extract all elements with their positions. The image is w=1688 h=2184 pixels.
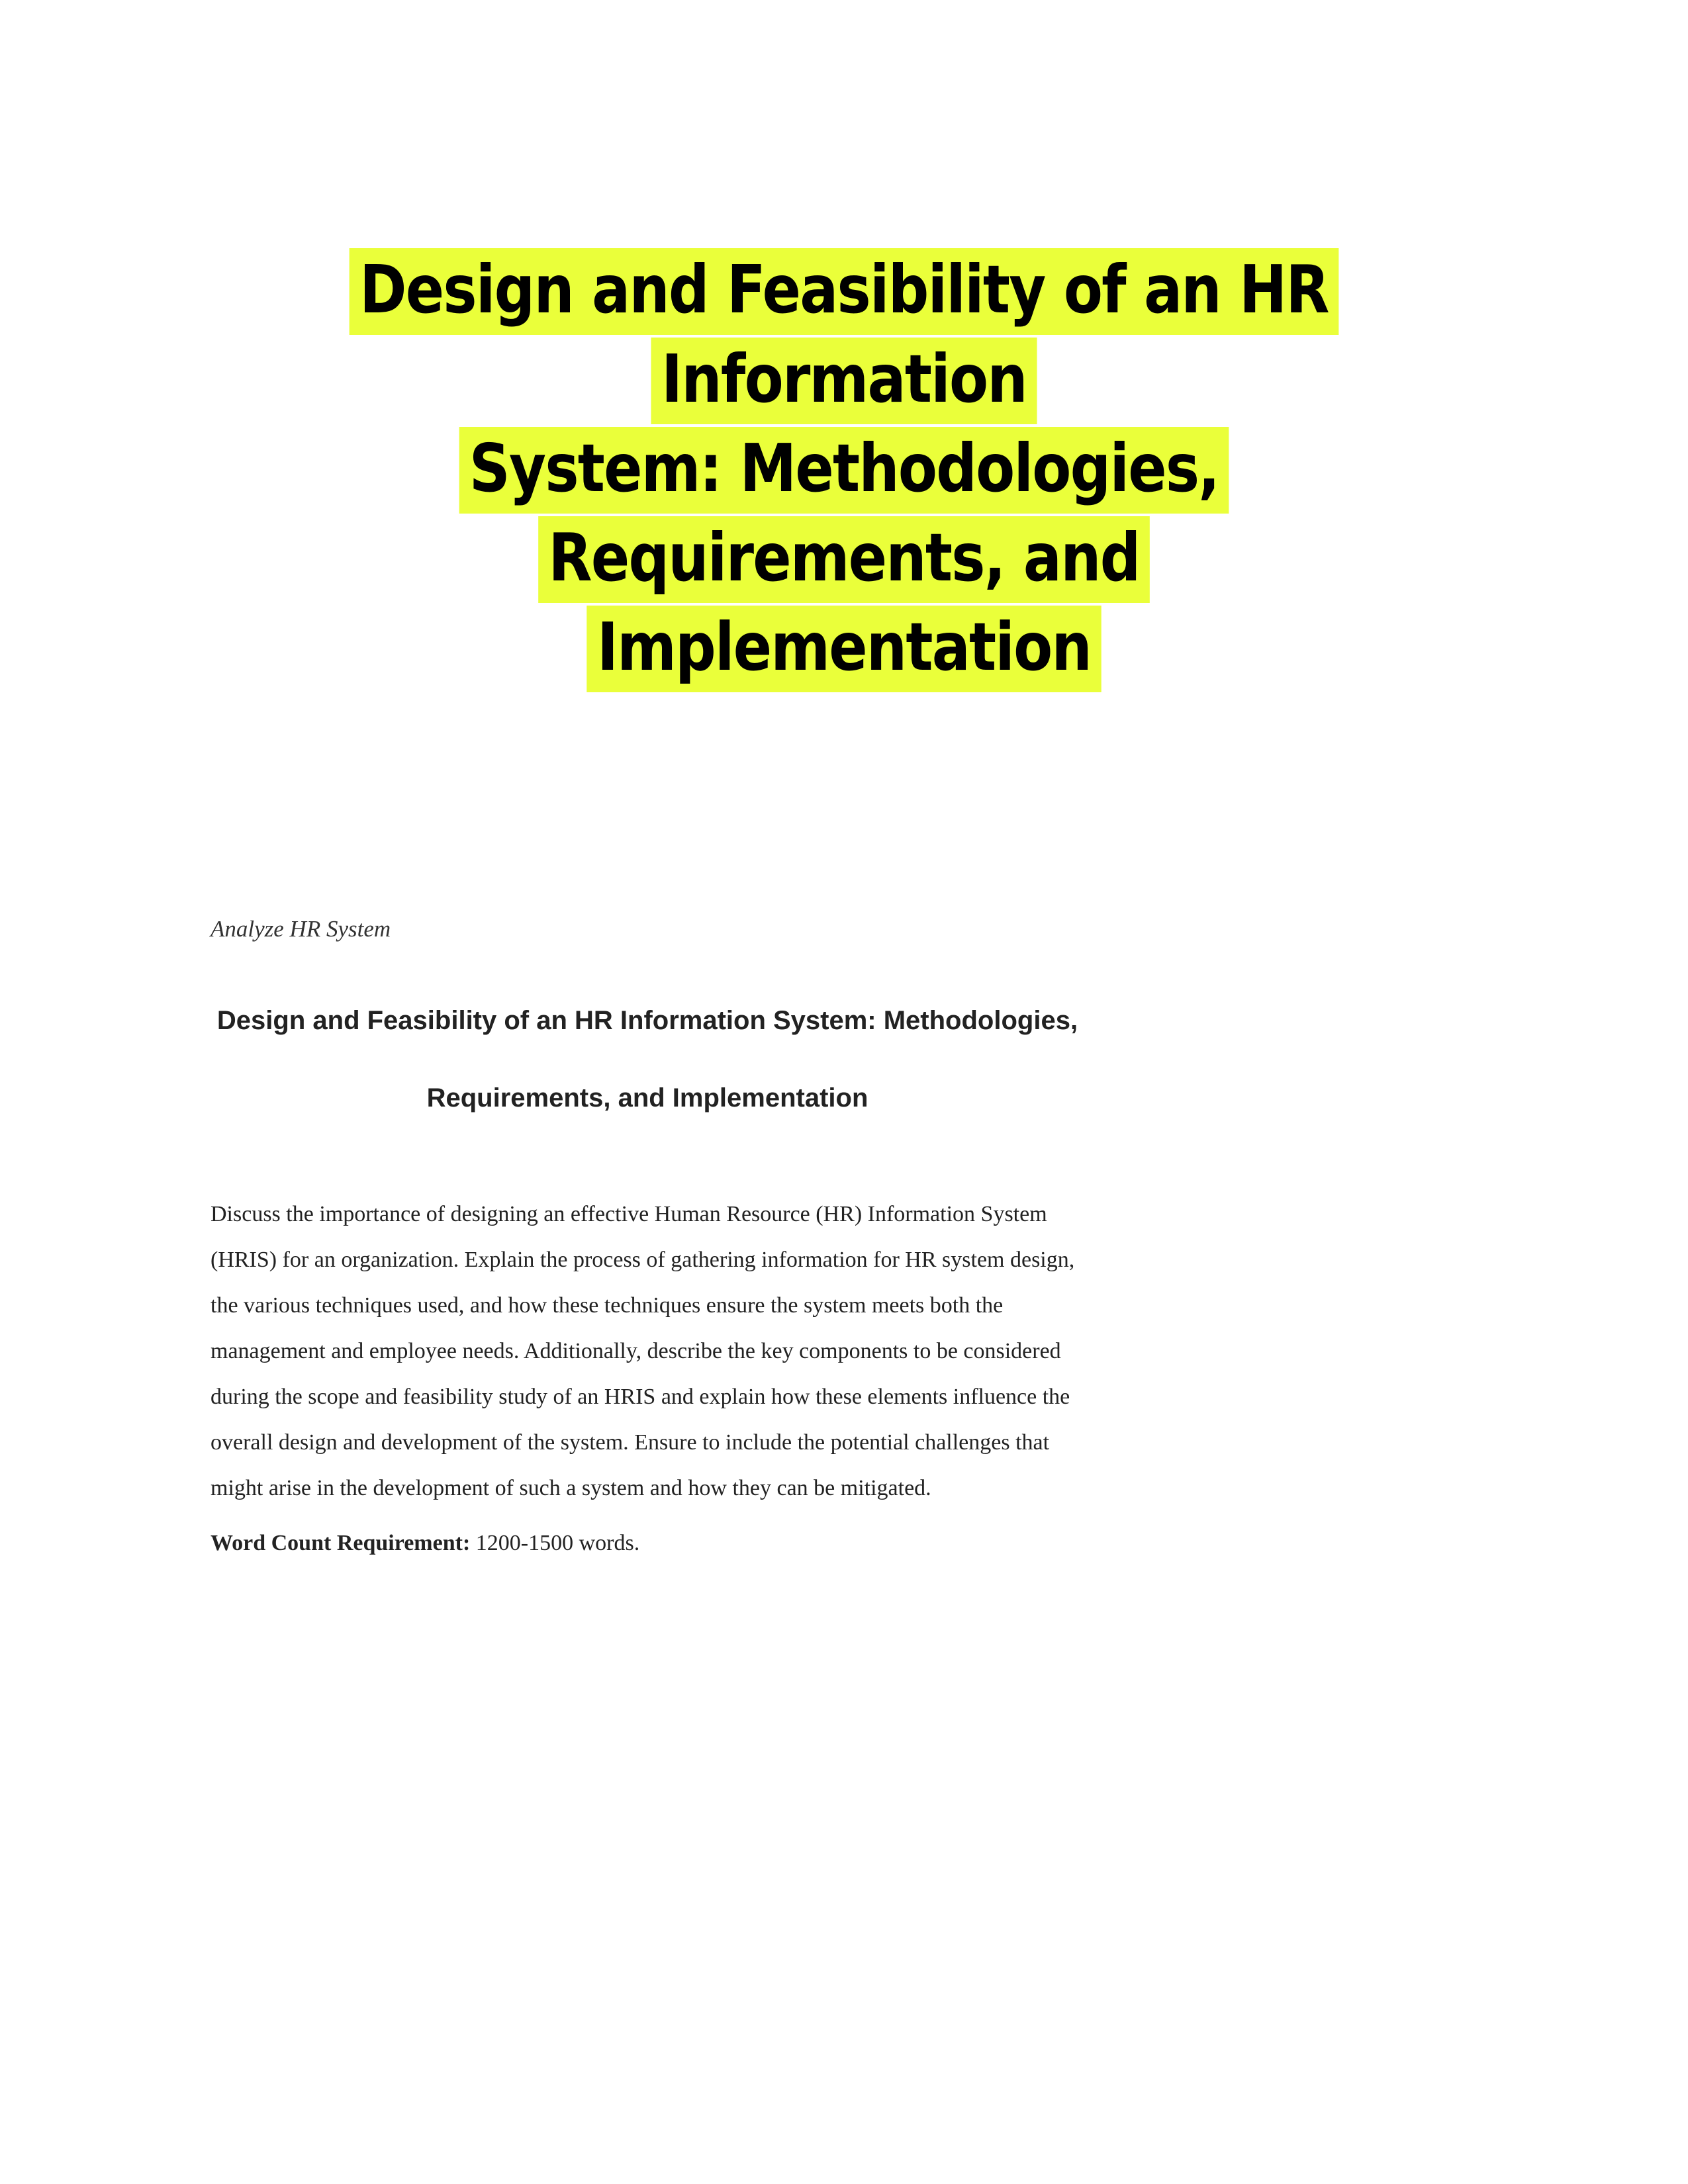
assignment-prompt — [211, 1191, 1243, 1511]
running-head: Analyze HR System — [211, 916, 391, 942]
prompt-line: the various techniques used, and how these techniques ensure the system meets both the — [211, 1293, 1004, 1318]
prompt-line: management and employee needs. Additionally, describe the key components to be considered — [211, 1339, 1061, 1363]
banner-title-line-1: Design and Feasibility of an HR Information — [350, 248, 1339, 424]
word-count-value: 1200-1500 words. — [470, 1531, 640, 1555]
prompt-line: Discuss the importance of designing an effective Human Resource (HR) Information System — [211, 1202, 1047, 1226]
excerpt-title-line-1: Design and Feasibility of an HR Information System: Methodologies, — [216, 1006, 1078, 1035]
highlighted-title-banner — [289, 245, 1399, 692]
excerpt-title-line-2: Requirements, and Implementation — [426, 1083, 868, 1113]
excerpt-title — [131, 982, 1164, 1137]
document-excerpt — [211, 913, 1243, 1560]
prompt-line: (HRIS) for an organization. Explain the process of gathering information for HR system design, — [211, 1248, 1075, 1272]
prompt-line: during the scope and feasibility study of an HRIS and explain how these elements influence the — [211, 1385, 1070, 1409]
banner-title-line-3: Implementation — [586, 606, 1101, 692]
banner-title-line-2: System: Methodologies, Requirements, and — [459, 427, 1229, 603]
prompt-line: overall design and development of the system. Ensure to include the potential challenges that — [211, 1430, 1050, 1455]
word-count-requirement — [211, 1527, 1243, 1560]
word-count-label: Word Count Requirement: — [211, 1531, 471, 1555]
prompt-line: might arise in the development of such a system and how they can be mitigated. — [211, 1476, 931, 1500]
